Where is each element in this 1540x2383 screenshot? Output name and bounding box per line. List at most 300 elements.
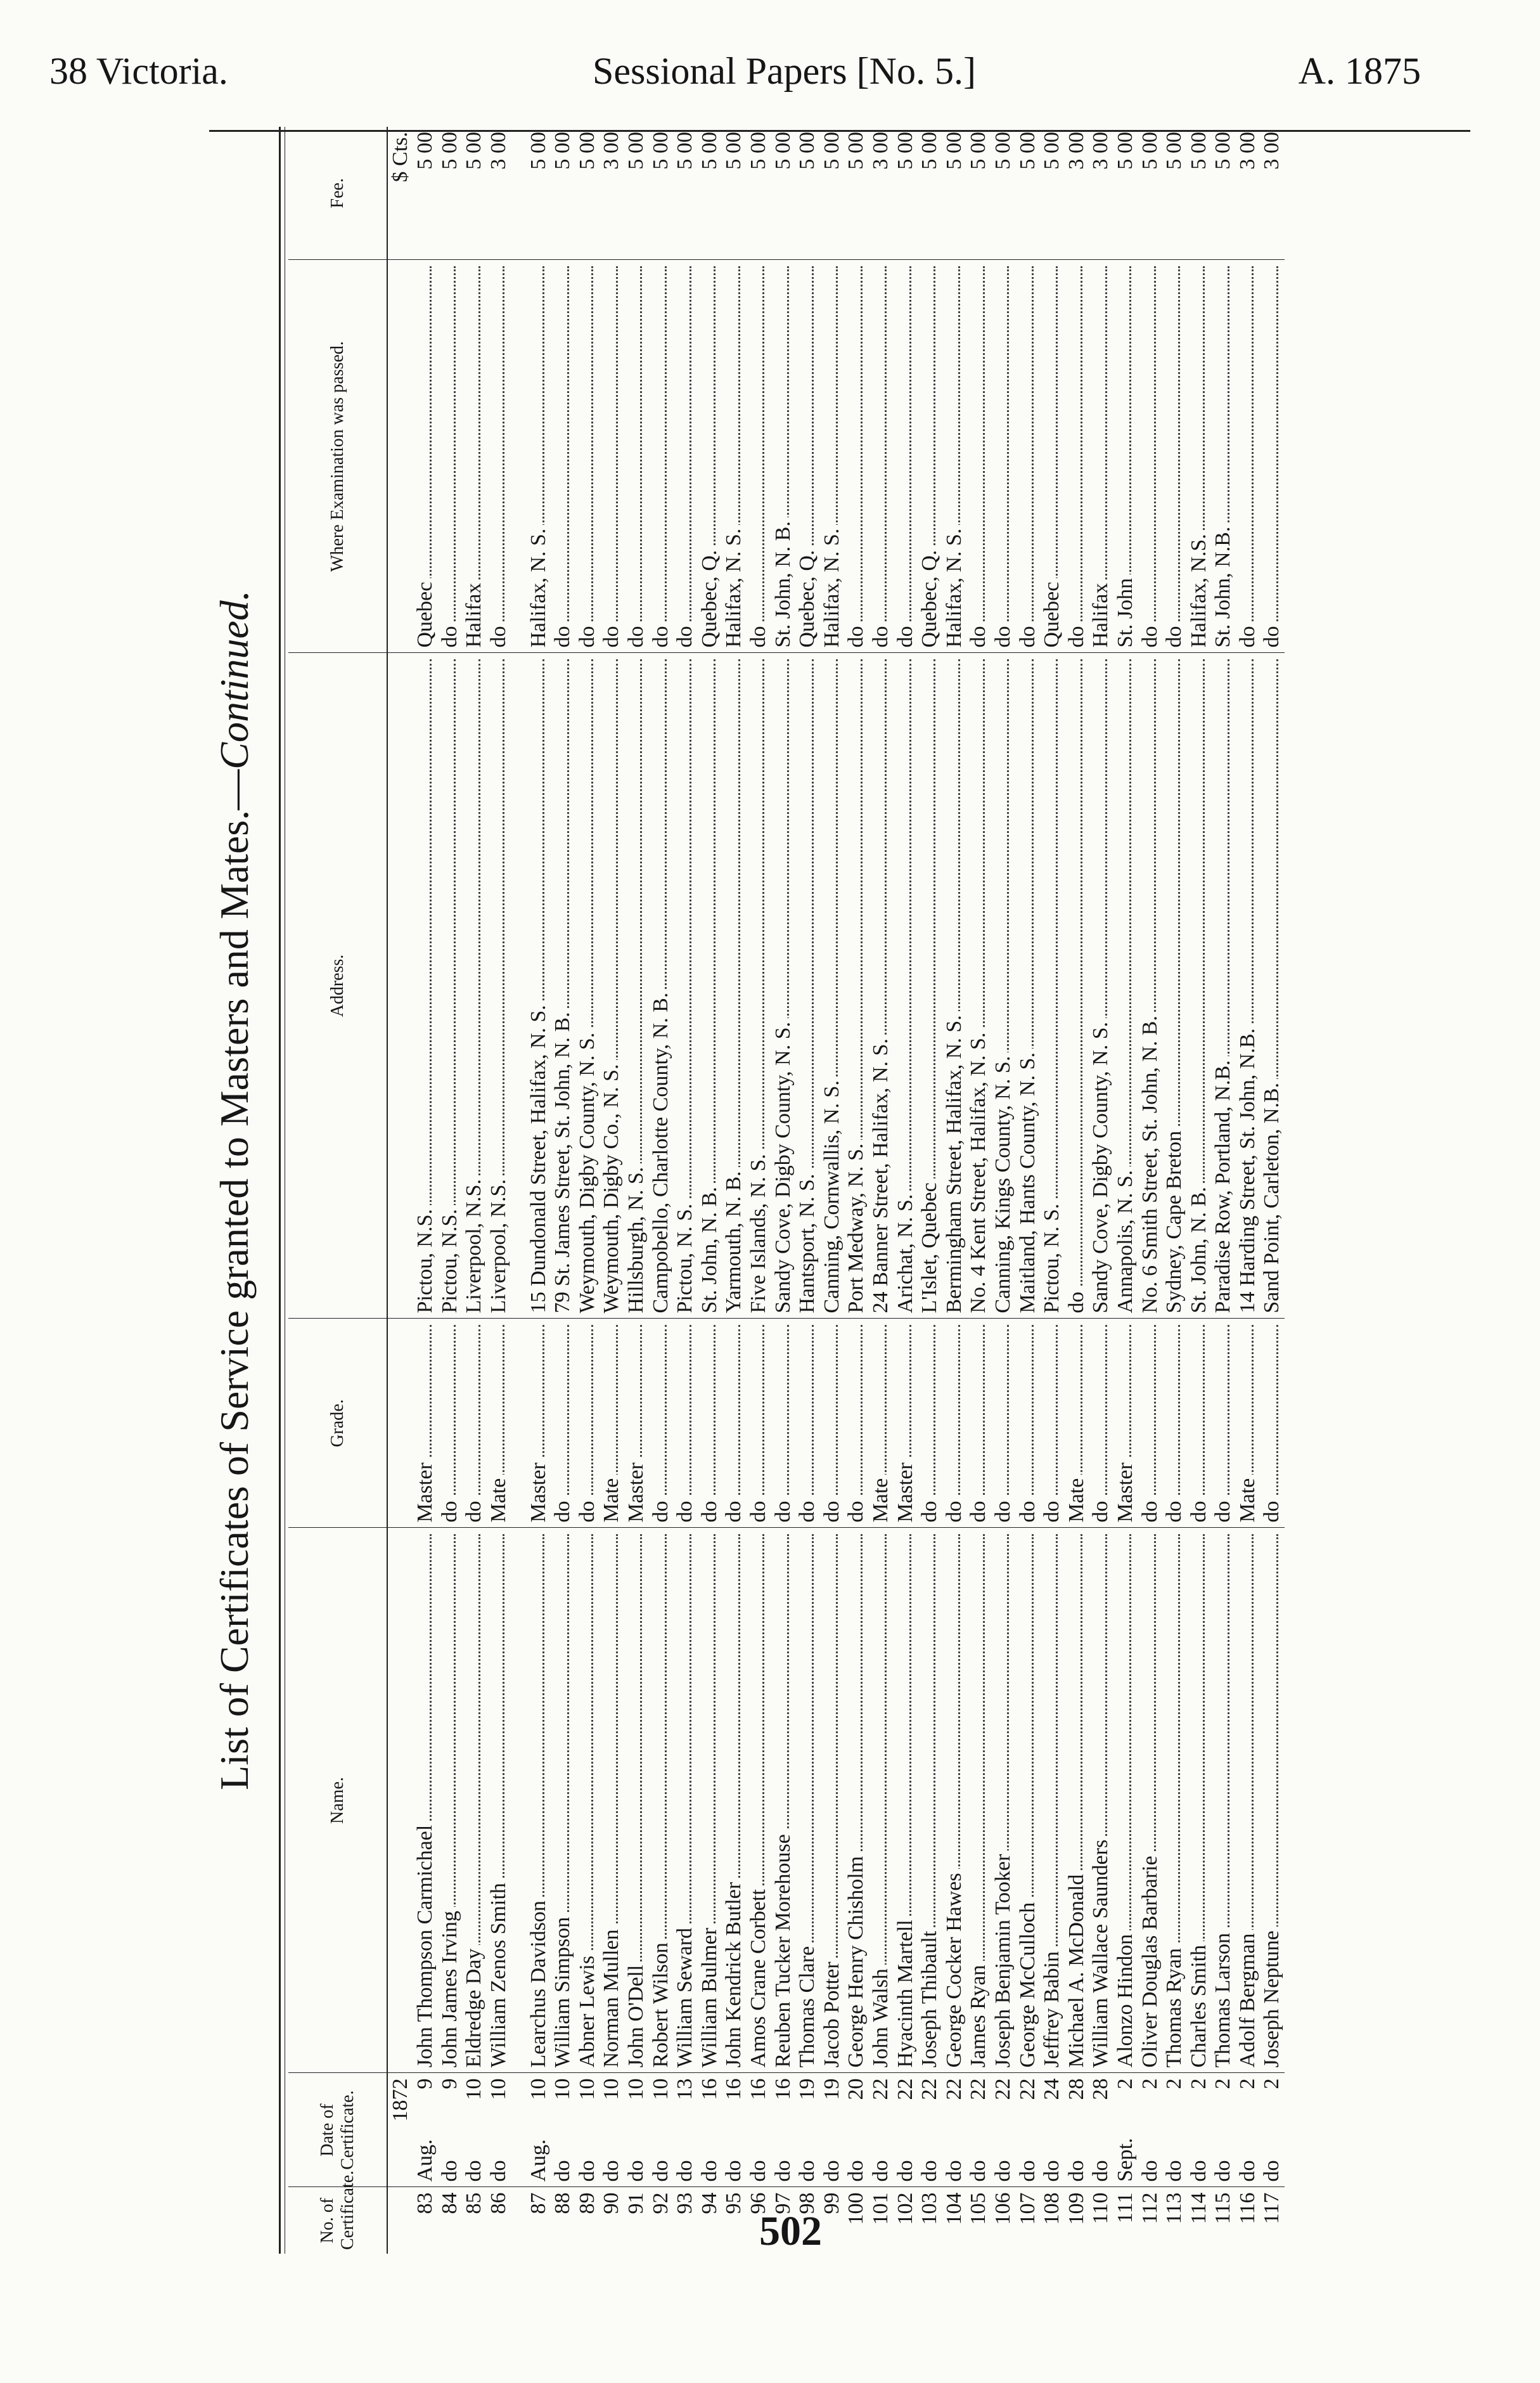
cert-number: 86	[487, 2192, 511, 2214]
cert-grade	[771, 1319, 795, 1528]
table-row	[1162, 127, 1187, 2254]
table-row	[747, 127, 771, 2254]
cert-month: do	[1235, 2160, 1259, 2182]
cert-address	[820, 653, 845, 1319]
cert-grade	[893, 1319, 918, 1528]
cert-address	[918, 653, 942, 1319]
cert-exam-place	[795, 260, 820, 653]
cert-grade	[722, 1319, 747, 1528]
group-spacer	[511, 127, 526, 2254]
cert-day: 22	[942, 2078, 966, 2100]
cert-day: 10	[551, 2078, 575, 2100]
cert-name	[698, 1528, 722, 2073]
cert-exam-place	[844, 260, 869, 653]
cert-address-text: Campobello, Charlotte County, N. B.	[649, 989, 672, 1314]
cert-address-text: Sandy Cove, Digby County, N. S.	[1089, 1018, 1112, 1314]
cert-address-text: Annapolis, N. S.	[1113, 1166, 1137, 1314]
table-row	[844, 127, 869, 2254]
cert-grade-text: do	[722, 1497, 745, 1523]
cert-fee: 5 00	[1138, 127, 1162, 260]
cert-exam-place-text: do	[624, 623, 648, 648]
cert-address	[438, 653, 463, 1319]
cert-grade	[1211, 1319, 1236, 1528]
cert-day: 2	[1138, 2078, 1162, 2089]
cert-name-text: John O'Dell	[624, 1961, 648, 2068]
cert-grade-text: do	[771, 1497, 795, 1523]
cert-fee: 5 00	[648, 127, 673, 260]
year-row	[387, 127, 413, 2254]
cert-exam-place	[673, 260, 698, 653]
header-year: A. 1875	[1298, 50, 1421, 92]
col-header-address: Address.	[288, 653, 387, 1319]
cert-grade-text: Mate	[487, 1475, 510, 1523]
cert-exam-place	[1089, 260, 1113, 653]
cert-date	[820, 2073, 845, 2187]
cert-address	[673, 653, 698, 1319]
cert-grade	[844, 1319, 869, 1528]
cert-address	[771, 653, 795, 1319]
cert-number: 96	[747, 2192, 771, 2214]
cert-exam-place	[438, 260, 463, 653]
cert-address	[698, 653, 722, 1319]
cert-address	[1260, 653, 1285, 1319]
cert-day: 2	[1186, 2078, 1210, 2089]
cert-day: 22	[966, 2078, 991, 2100]
col-header-date: Date of Certificate.	[288, 2073, 387, 2187]
page-number: 502	[759, 2208, 822, 2254]
cert-address-text: Maitland, Hants County, N. S.	[1016, 1049, 1039, 1313]
cert-address-text: Sandy Cove, Digby County, N. S.	[771, 1018, 795, 1314]
col-header-grade: Grade.	[288, 1319, 387, 1528]
cert-name-text: William Simpson	[551, 1913, 574, 2068]
cert-exam-place	[1040, 260, 1065, 653]
cert-grade	[1064, 1319, 1089, 1528]
cert-exam-place-text: Halifax	[462, 579, 485, 648]
cert-grade	[526, 1319, 551, 1528]
cert-day: 16	[722, 2078, 746, 2100]
cert-exam-place-text: do	[551, 623, 574, 648]
cert-day: 22	[918, 2078, 942, 2100]
cert-name	[1064, 1528, 1089, 2073]
cert-fee: 3 00	[869, 127, 894, 260]
cert-address	[487, 653, 511, 1319]
cert-number: 103	[918, 2192, 942, 2225]
cert-month: do	[1089, 2160, 1113, 2182]
cert-fee: 3 00	[600, 127, 624, 260]
cert-exam-place-text: Quebec, Q.	[795, 546, 819, 648]
cert-day: 19	[795, 2078, 819, 2100]
cert-day: 10	[575, 2078, 599, 2100]
cert-address-text: Pictou, N. S.	[1040, 1200, 1063, 1314]
cert-name	[487, 1528, 511, 2073]
cert-name	[1236, 1528, 1261, 2073]
cert-number: 102	[893, 2192, 917, 2225]
cert-grade-text: do	[1187, 1497, 1210, 1523]
cert-month: do	[991, 2160, 1015, 2182]
cert-month: do	[893, 2160, 917, 2182]
cert-day: 10	[526, 2078, 550, 2100]
cert-address-text: 14 Harding Street, St. John, N.B.	[1236, 1024, 1259, 1314]
cert-name	[1260, 1528, 1285, 2073]
cert-grade-text: do	[1040, 1497, 1063, 1523]
cert-month: do	[437, 2160, 461, 2182]
cert-day: 2	[1235, 2078, 1259, 2089]
col-header-fee: Fee.	[288, 127, 387, 260]
cert-address-text: Arichat, N. S.	[894, 1191, 917, 1314]
cert-name-text: Learchus Davidson	[527, 1897, 550, 2067]
cert-number: 111	[1113, 2192, 1137, 2223]
cert-day: 9	[437, 2078, 461, 2089]
table-row	[1186, 127, 1211, 2254]
cert-address	[795, 653, 820, 1319]
cert-exam-place-text: do	[1260, 623, 1283, 648]
cert-grade	[1138, 1319, 1162, 1528]
table-header-row	[288, 127, 387, 2254]
cert-date	[1236, 2073, 1261, 2187]
cert-name	[991, 1528, 1016, 2073]
cert-month: do	[624, 2160, 648, 2182]
cert-name-text: William Bulmer	[698, 1924, 721, 2068]
cert-month: do	[1162, 2160, 1186, 2182]
cert-name	[1089, 1528, 1113, 2073]
table-row	[575, 127, 600, 2254]
cert-exam-place	[918, 260, 942, 653]
cert-number: 115	[1211, 2192, 1235, 2225]
table-row	[1138, 127, 1162, 2254]
cert-grade	[1015, 1319, 1040, 1528]
cert-grade-text: Mate	[869, 1475, 892, 1523]
cert-name-text: Jeffrey Babin	[1040, 1947, 1063, 2067]
cert-address-text: Hillsburgh, N. S.	[624, 1163, 648, 1314]
cert-grade	[1040, 1319, 1065, 1528]
cert-exam-place-text: Quebec	[413, 578, 437, 648]
cert-address	[722, 653, 747, 1319]
cert-exam-place	[869, 260, 894, 653]
cert-grade-text: do	[1138, 1497, 1162, 1523]
cert-name-text: Oliver Douglas Barbarie	[1138, 1852, 1162, 2067]
cert-name-text: James Ryan	[966, 1961, 990, 2068]
cert-grade	[648, 1319, 673, 1528]
cert-address-text: Sydney, Cape Breton	[1162, 1127, 1186, 1314]
cert-exam-place-text: do	[487, 623, 510, 648]
cert-name-text: Adolf Bergman	[1236, 1930, 1259, 2068]
cert-month: Aug.	[413, 2139, 437, 2182]
cert-fee: 5 00	[991, 127, 1016, 260]
cert-month: do	[1015, 2160, 1039, 2182]
cert-fee: 5 00	[673, 127, 698, 260]
cert-number: 94	[697, 2192, 721, 2214]
cert-grade	[551, 1319, 575, 1528]
cert-exam-place-text: Halifax, N. S.	[942, 525, 966, 648]
cert-name-text: Amos Crane Corbett	[747, 1885, 770, 2067]
cert-address-text: Paradise Row, Portland, N.B.	[1211, 1056, 1235, 1313]
cert-exam-place	[966, 260, 991, 653]
cert-address	[991, 653, 1016, 1319]
cert-grade-text: do	[1016, 1497, 1039, 1523]
cert-date	[1064, 2073, 1089, 2187]
cert-address	[893, 653, 918, 1319]
cert-date	[869, 2073, 894, 2187]
table-row	[893, 127, 918, 2254]
cert-address-text: Five Islands, N. S.	[747, 1150, 770, 1313]
cert-day: 22	[991, 2078, 1015, 2100]
cert-address	[1236, 653, 1261, 1319]
table-row	[624, 127, 649, 2254]
cert-date	[600, 2073, 624, 2187]
cert-name-text: Thomas Larson	[1211, 1929, 1235, 2067]
cert-month: do	[1260, 2160, 1284, 2182]
cert-day: 19	[819, 2078, 844, 2100]
cert-name-text: Michael A. McDonald	[1065, 1871, 1088, 2068]
cert-fee: 5 00	[820, 127, 845, 260]
table-title	[203, 127, 279, 2254]
table-row	[966, 127, 991, 2254]
table-row	[1260, 127, 1285, 2254]
cert-fee: 5 00	[624, 127, 649, 260]
cert-number: 84	[437, 2192, 461, 2214]
cert-name	[893, 1528, 918, 2073]
cert-name-text: Thomas Clare	[795, 1942, 819, 2068]
cert-name-text: Reuben Tucker Morehouse	[771, 1830, 795, 2067]
table-row	[918, 127, 942, 2254]
cert-address	[413, 653, 438, 1319]
cert-name	[795, 1528, 820, 2073]
cert-month: do	[1186, 2160, 1210, 2182]
cert-name	[624, 1528, 649, 2073]
cert-grade	[462, 1319, 487, 1528]
cert-grade	[487, 1319, 511, 1528]
cert-address	[942, 653, 966, 1319]
cert-date	[648, 2073, 673, 2187]
table-row	[1211, 127, 1236, 2254]
cert-number: 116	[1235, 2192, 1259, 2225]
cert-address-text: St. John, N. B.	[1187, 1183, 1210, 1313]
cert-month: do	[648, 2160, 672, 2182]
cert-day: 10	[462, 2078, 486, 2100]
cert-month: do	[1040, 2160, 1064, 2182]
cert-grade-text: Mate	[600, 1475, 623, 1523]
cert-name	[1138, 1528, 1162, 2073]
cert-date	[966, 2073, 991, 2187]
cert-number: 104	[942, 2192, 966, 2225]
cert-exam-place-text: do	[991, 623, 1015, 648]
cert-address	[1064, 653, 1089, 1319]
cert-exam-place	[600, 260, 624, 653]
cert-name-text: Charles Smith	[1187, 1941, 1210, 2068]
col-header-where: Where Examination was passed.	[288, 260, 387, 653]
cert-fee: 5 00	[1162, 127, 1187, 260]
cert-exam-place	[771, 260, 795, 653]
col-header-number: No. of Certificate.	[288, 2187, 387, 2254]
cert-name	[551, 1528, 575, 2073]
cert-name-text: Eldredge Day	[462, 1945, 485, 2068]
cert-address-text: Pictou, N. S.	[673, 1200, 696, 1314]
cert-month: do	[673, 2160, 697, 2182]
cert-grade	[747, 1319, 771, 1528]
cert-name-text: Hyacinth Martell	[894, 1916, 917, 2067]
table-row	[1040, 127, 1065, 2254]
cert-address-text: 24 Banner Street, Halifax, N. S.	[869, 1035, 892, 1313]
cert-exam-place	[747, 260, 771, 653]
cert-address	[624, 653, 649, 1319]
cert-month: do	[966, 2160, 991, 2182]
cert-date	[438, 2073, 463, 2187]
table-row	[722, 127, 747, 2254]
cert-name	[966, 1528, 991, 2073]
cert-name-text: Joseph Neptune	[1260, 1927, 1283, 2067]
cert-day: 9	[413, 2078, 437, 2089]
cert-fee: 5 00	[942, 127, 966, 260]
cert-grade-text: do	[795, 1497, 819, 1523]
cert-exam-place	[487, 260, 511, 653]
cert-name-text: John Thompson Carmichael	[413, 1821, 437, 2068]
cert-number: 95	[722, 2192, 746, 2214]
cert-month: do	[747, 2160, 771, 2182]
cert-name	[820, 1528, 845, 2073]
cert-day: 22	[893, 2078, 917, 2100]
cert-exam-place-text: do	[438, 623, 461, 648]
cert-address-text: Pictou, N.S.	[438, 1205, 461, 1313]
cert-month: do	[722, 2160, 746, 2182]
cert-day: 16	[697, 2078, 721, 2100]
cert-grade-text: Master	[413, 1459, 437, 1522]
cert-address-text: Port Medway, N. S.	[844, 1140, 868, 1314]
cert-address	[551, 653, 575, 1319]
cert-name	[462, 1528, 487, 2073]
cert-name	[869, 1528, 894, 2073]
cert-number: 87	[526, 2192, 550, 2214]
cert-address-text: St. John, N. B.	[698, 1183, 721, 1313]
table-row	[869, 127, 894, 2254]
cert-name-text: William Zenos Smith	[487, 1879, 510, 2067]
cert-date	[1211, 2073, 1236, 2187]
cert-address-text: 15 Dundonald Street, Halifax, N. S.	[527, 1001, 550, 1313]
cert-exam-place	[722, 260, 747, 653]
cert-date	[698, 2073, 722, 2187]
cert-number: 114	[1186, 2192, 1210, 2225]
cert-name	[413, 1528, 438, 2073]
cert-date	[526, 2073, 551, 2187]
cert-exam-place	[575, 260, 600, 653]
cert-grade-text: Master	[1113, 1459, 1137, 1522]
certificates-table	[288, 127, 1285, 2254]
cert-grade	[1089, 1319, 1113, 1528]
cert-date	[624, 2073, 649, 2187]
cert-fee: 3 00	[1236, 127, 1261, 260]
cert-month: Sept.	[1113, 2138, 1137, 2182]
cert-name	[673, 1528, 698, 2073]
cert-month: do	[918, 2160, 942, 2182]
cert-address-text: Sand Point, Carleton, N.B.	[1260, 1079, 1283, 1314]
cert-name	[1015, 1528, 1040, 2073]
cert-date	[893, 2073, 918, 2187]
cert-date	[1015, 2073, 1040, 2187]
table-row	[795, 127, 820, 2254]
table-title-continued: Continued.	[212, 590, 257, 770]
cert-fee: 5 00	[575, 127, 600, 260]
table-row	[1015, 127, 1040, 2254]
cert-address	[462, 653, 487, 1319]
cert-month: do	[844, 2160, 868, 2182]
cert-exam-place-text: do	[844, 623, 868, 648]
cert-month: do	[575, 2160, 599, 2182]
cert-date	[795, 2073, 820, 2187]
cert-number: 113	[1162, 2192, 1186, 2225]
cert-number: 112	[1138, 2192, 1162, 2225]
cert-grade-text: do	[551, 1497, 574, 1523]
table-row	[942, 127, 966, 2254]
table-row	[600, 127, 624, 2254]
cert-fee: 5 00	[1211, 127, 1236, 260]
rotated-table-region	[203, 127, 1432, 2254]
cert-number: 88	[551, 2192, 575, 2214]
cert-day: 20	[844, 2078, 868, 2100]
cert-grade-text: do	[918, 1497, 941, 1523]
cert-grade	[1186, 1319, 1211, 1528]
cert-day: 16	[747, 2078, 771, 2100]
cert-date	[844, 2073, 869, 2187]
cert-month: do	[487, 2160, 511, 2182]
cert-grade-text: do	[1211, 1497, 1235, 1523]
cert-address	[526, 653, 551, 1319]
cert-exam-place-text: do	[673, 623, 696, 648]
cert-fee: 5 00	[893, 127, 918, 260]
cert-month: do	[462, 2160, 486, 2182]
cert-name	[526, 1528, 551, 2073]
cert-name	[1186, 1528, 1211, 2073]
cert-grade-text: do	[1162, 1497, 1186, 1523]
cert-name	[844, 1528, 869, 2073]
cert-name-text: Alonzo Hindon	[1113, 1930, 1137, 2068]
cert-exam-place-text: do	[894, 623, 917, 648]
cert-name-text: John James Irving	[438, 1907, 461, 2067]
cert-day: 2	[1113, 2078, 1137, 2089]
cert-grade-text: do	[942, 1497, 966, 1523]
cert-exam-place-text: St. John	[1113, 574, 1137, 648]
cert-fee: 5 00	[1040, 127, 1065, 260]
cert-date	[575, 2073, 600, 2187]
cert-name	[747, 1528, 771, 2073]
cert-exam-place-text: do	[1016, 623, 1039, 648]
cert-number: 99	[819, 2192, 844, 2214]
cert-address-text: do	[1065, 1288, 1088, 1314]
cert-number: 89	[575, 2192, 599, 2214]
cert-day: 2	[1211, 2078, 1235, 2089]
cert-day: 10	[487, 2078, 511, 2100]
cert-date	[462, 2073, 487, 2187]
cert-grade-text: do	[1260, 1497, 1283, 1523]
cert-month: do	[771, 2160, 795, 2182]
cert-day: 10	[648, 2078, 672, 2100]
cert-address-text: Weymouth, Digby Co., N. S.	[600, 1061, 623, 1314]
cert-name	[600, 1528, 624, 2073]
cert-fee: 5 00	[771, 127, 795, 260]
cert-date	[991, 2073, 1016, 2187]
cert-address	[747, 653, 771, 1319]
cert-number: 106	[991, 2192, 1015, 2225]
cert-address	[1211, 653, 1236, 1319]
cert-date	[1260, 2073, 1285, 2187]
cert-date	[487, 2073, 511, 2187]
cert-grade	[575, 1319, 600, 1528]
cert-day: 2	[1162, 2078, 1186, 2089]
cert-name-text: John Walsh	[869, 1965, 892, 2067]
cert-month: do	[819, 2160, 844, 2182]
cert-address	[1040, 653, 1065, 1319]
cert-address	[575, 653, 600, 1319]
cert-exam-place-text: Halifax	[1089, 579, 1112, 648]
cert-grade	[413, 1319, 438, 1528]
